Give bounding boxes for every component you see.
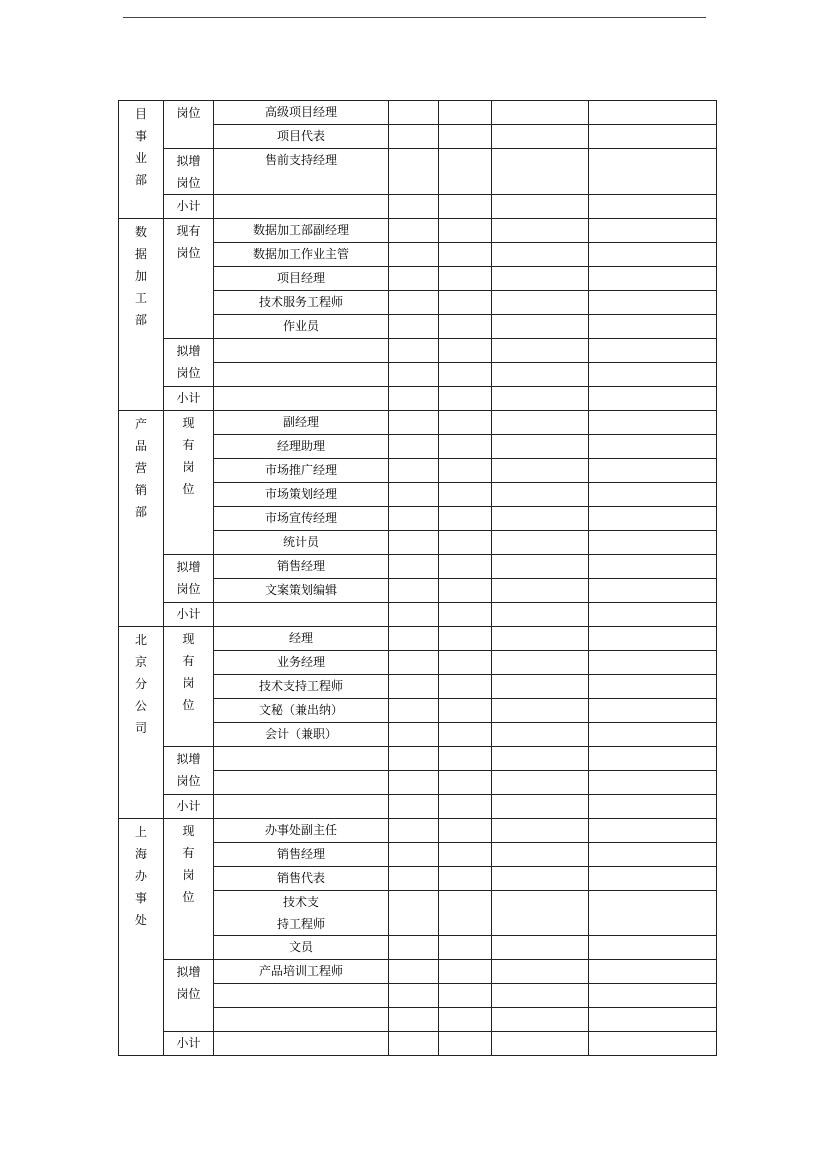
blank-cell [389, 555, 439, 579]
blank-cell [439, 101, 492, 125]
blank-cell [492, 555, 589, 579]
blank-cell [439, 960, 492, 984]
blank-cell [439, 1032, 492, 1056]
blank-cell [389, 579, 439, 603]
blank-cell [589, 339, 717, 363]
blank-cell [492, 1032, 589, 1056]
blank-cell [589, 1032, 717, 1056]
position-cell: 销售代表 [214, 867, 389, 891]
blank-cell [492, 867, 589, 891]
department-cell: 数 据 加 工 部 [119, 219, 164, 411]
position-cell: 会计（兼职） [214, 723, 389, 747]
blank-cell [589, 579, 717, 603]
subtotal-cell: 小计 [164, 195, 214, 219]
blank-cell [589, 819, 717, 843]
blank-cell [589, 984, 717, 1008]
blank-cell [214, 195, 389, 219]
position-cell: 销售经理 [214, 555, 389, 579]
blank-cell [589, 651, 717, 675]
blank-cell [389, 149, 439, 195]
blank-cell [389, 723, 439, 747]
blank-cell [492, 195, 589, 219]
blank-cell [589, 459, 717, 483]
blank-cell [492, 531, 589, 555]
blank-cell [589, 771, 717, 795]
category-cell: 拟增 岗位 [164, 555, 214, 603]
category-cell: 现 有 岗 位 [164, 819, 214, 960]
table-row [119, 603, 717, 627]
blank-cell [389, 291, 439, 315]
blank-cell [389, 699, 439, 723]
blank-cell [389, 603, 439, 627]
blank-cell [492, 843, 589, 867]
table-row [119, 819, 717, 843]
blank-cell [589, 125, 717, 149]
blank-cell [589, 603, 717, 627]
blank-cell [492, 651, 589, 675]
blank-cell [439, 195, 492, 219]
subtotal-cell: 小计 [164, 795, 214, 819]
position-cell: 市场策划经理 [214, 483, 389, 507]
position-cell [214, 1008, 389, 1032]
category-cell: 拟增 岗位 [164, 960, 214, 1032]
blank-cell [492, 1008, 589, 1032]
blank-cell [439, 149, 492, 195]
blank-cell [589, 149, 717, 195]
table-row [119, 795, 717, 819]
blank-cell [389, 363, 439, 387]
blank-cell [492, 747, 589, 771]
position-cell [214, 747, 389, 771]
blank-cell [439, 627, 492, 651]
blank-cell [214, 1032, 389, 1056]
blank-cell [439, 984, 492, 1008]
blank-cell [492, 936, 589, 960]
blank-cell [214, 387, 389, 411]
blank-cell [589, 291, 717, 315]
blank-cell [439, 819, 492, 843]
position-cell: 业务经理 [214, 651, 389, 675]
table-row [119, 1032, 717, 1056]
blank-cell [492, 339, 589, 363]
category-cell: 拟增 岗位 [164, 149, 214, 195]
position-cell: 技术支 持工程师 [214, 891, 389, 936]
category-cell: 现 有 岗 位 [164, 411, 214, 555]
blank-cell [439, 411, 492, 435]
blank-cell [439, 843, 492, 867]
blank-cell [389, 411, 439, 435]
position-cell: 数据加工部副经理 [214, 219, 389, 243]
blank-cell [389, 771, 439, 795]
blank-cell [589, 483, 717, 507]
table-row [119, 627, 717, 651]
blank-cell [589, 699, 717, 723]
position-cell: 技术支持工程师 [214, 675, 389, 699]
blank-cell [589, 723, 717, 747]
blank-cell [389, 1008, 439, 1032]
blank-cell [439, 723, 492, 747]
position-cell: 项目经理 [214, 267, 389, 291]
blank-cell [492, 819, 589, 843]
blank-cell [389, 339, 439, 363]
subtotal-cell: 小计 [164, 1032, 214, 1056]
blank-cell [439, 291, 492, 315]
blank-cell [389, 531, 439, 555]
position-cell: 统计员 [214, 531, 389, 555]
position-cell [214, 771, 389, 795]
position-cell: 经理助理 [214, 435, 389, 459]
blank-cell [492, 363, 589, 387]
position-cell: 作业员 [214, 315, 389, 339]
blank-cell [389, 435, 439, 459]
blank-cell [492, 483, 589, 507]
blank-cell [439, 531, 492, 555]
blank-cell [589, 891, 717, 936]
blank-cell [389, 459, 439, 483]
blank-cell [389, 675, 439, 699]
category-cell: 岗位 [164, 101, 214, 149]
blank-cell [389, 960, 439, 984]
position-cell: 办事处副主任 [214, 819, 389, 843]
blank-cell [439, 795, 492, 819]
blank-cell [214, 795, 389, 819]
blank-cell [439, 1008, 492, 1032]
blank-cell [492, 219, 589, 243]
position-cell: 市场宣传经理 [214, 507, 389, 531]
blank-cell [439, 243, 492, 267]
blank-cell [389, 891, 439, 936]
table-row [119, 555, 717, 579]
blank-cell [439, 339, 492, 363]
blank-cell [589, 195, 717, 219]
blank-cell [439, 315, 492, 339]
blank-cell [439, 699, 492, 723]
blank-cell [439, 363, 492, 387]
position-cell: 文员 [214, 936, 389, 960]
blank-cell [439, 891, 492, 936]
blank-cell [492, 411, 589, 435]
blank-cell [439, 675, 492, 699]
blank-cell [439, 507, 492, 531]
blank-cell [589, 507, 717, 531]
blank-cell [439, 651, 492, 675]
blank-cell [492, 315, 589, 339]
blank-cell [439, 579, 492, 603]
table-row [119, 960, 717, 984]
blank-cell [492, 603, 589, 627]
department-cell: 产 品 营 销 部 [119, 411, 164, 627]
position-cell [214, 984, 389, 1008]
blank-cell [589, 435, 717, 459]
blank-cell [214, 603, 389, 627]
blank-cell [492, 984, 589, 1008]
blank-cell [492, 267, 589, 291]
blank-cell [492, 243, 589, 267]
staffing-table [118, 100, 717, 1056]
blank-cell [389, 101, 439, 125]
position-cell: 技术服务工程师 [214, 291, 389, 315]
blank-cell [439, 603, 492, 627]
blank-cell [389, 843, 439, 867]
department-cell: 北 京 分 公 司 [119, 627, 164, 819]
subtotal-cell: 小计 [164, 603, 214, 627]
blank-cell [492, 627, 589, 651]
blank-cell [492, 771, 589, 795]
position-cell: 销售经理 [214, 843, 389, 867]
blank-cell [589, 555, 717, 579]
table-row [119, 387, 717, 411]
blank-cell [589, 960, 717, 984]
blank-cell [589, 315, 717, 339]
blank-cell [389, 747, 439, 771]
blank-cell [589, 101, 717, 125]
blank-cell [589, 627, 717, 651]
department-cell: 目 事 业 部 [119, 101, 164, 219]
blank-cell [589, 387, 717, 411]
blank-cell [589, 1008, 717, 1032]
blank-cell [589, 267, 717, 291]
blank-cell [439, 387, 492, 411]
blank-cell [439, 219, 492, 243]
table-row [119, 101, 717, 125]
blank-cell [389, 867, 439, 891]
blank-cell [439, 867, 492, 891]
header-rule [123, 17, 706, 18]
position-cell: 高级项目经理 [214, 101, 389, 125]
blank-cell [492, 125, 589, 149]
blank-cell [492, 435, 589, 459]
blank-cell [439, 125, 492, 149]
blank-cell [389, 936, 439, 960]
blank-cell [589, 747, 717, 771]
blank-cell [389, 315, 439, 339]
table-row [119, 747, 717, 771]
blank-cell [439, 936, 492, 960]
table-row [119, 411, 717, 435]
category-cell: 现 有 岗 位 [164, 627, 214, 747]
blank-cell [389, 483, 439, 507]
blank-cell [389, 125, 439, 149]
blank-cell [492, 891, 589, 936]
table-row [119, 339, 717, 363]
blank-cell [389, 1032, 439, 1056]
blank-cell [589, 867, 717, 891]
blank-cell [589, 795, 717, 819]
blank-cell [389, 267, 439, 291]
blank-cell [389, 819, 439, 843]
blank-cell [439, 435, 492, 459]
blank-cell [589, 243, 717, 267]
blank-cell [492, 149, 589, 195]
position-cell: 文秘（兼出纳） [214, 699, 389, 723]
position-cell [214, 339, 389, 363]
blank-cell [492, 291, 589, 315]
blank-cell [589, 675, 717, 699]
blank-cell [492, 795, 589, 819]
blank-cell [589, 219, 717, 243]
blank-cell [439, 555, 492, 579]
position-cell [214, 363, 389, 387]
blank-cell [589, 531, 717, 555]
blank-cell [589, 843, 717, 867]
blank-cell [492, 387, 589, 411]
blank-cell [389, 795, 439, 819]
blank-cell [492, 507, 589, 531]
blank-cell [439, 483, 492, 507]
blank-cell [492, 101, 589, 125]
blank-cell [389, 651, 439, 675]
blank-cell [492, 579, 589, 603]
blank-cell [389, 507, 439, 531]
blank-cell [492, 699, 589, 723]
department-cell: 上 海 办 事 处 [119, 819, 164, 1056]
position-cell: 副经理 [214, 411, 389, 435]
blank-cell [439, 459, 492, 483]
blank-cell [389, 243, 439, 267]
blank-cell [589, 363, 717, 387]
blank-cell [439, 771, 492, 795]
blank-cell [389, 984, 439, 1008]
position-cell: 文案策划编辑 [214, 579, 389, 603]
category-cell: 拟增 岗位 [164, 339, 214, 387]
blank-cell [439, 267, 492, 291]
blank-cell [589, 936, 717, 960]
blank-cell [492, 459, 589, 483]
blank-cell [492, 723, 589, 747]
blank-cell [492, 675, 589, 699]
table-row [119, 219, 717, 243]
position-cell: 市场推广经理 [214, 459, 389, 483]
blank-cell [492, 960, 589, 984]
blank-cell [389, 219, 439, 243]
blank-cell [389, 387, 439, 411]
category-cell: 拟增 岗位 [164, 747, 214, 795]
position-cell: 经理 [214, 627, 389, 651]
position-cell: 项目代表 [214, 125, 389, 149]
table-row [119, 149, 717, 195]
blank-cell [389, 627, 439, 651]
blank-cell [389, 195, 439, 219]
position-cell: 数据加工作业主管 [214, 243, 389, 267]
position-cell: 产品培训工程师 [214, 960, 389, 984]
blank-cell [439, 747, 492, 771]
table-row [119, 195, 717, 219]
category-cell: 现有 岗位 [164, 219, 214, 339]
subtotal-cell: 小计 [164, 387, 214, 411]
blank-cell [589, 411, 717, 435]
position-cell: 售前支持经理 [214, 149, 389, 195]
